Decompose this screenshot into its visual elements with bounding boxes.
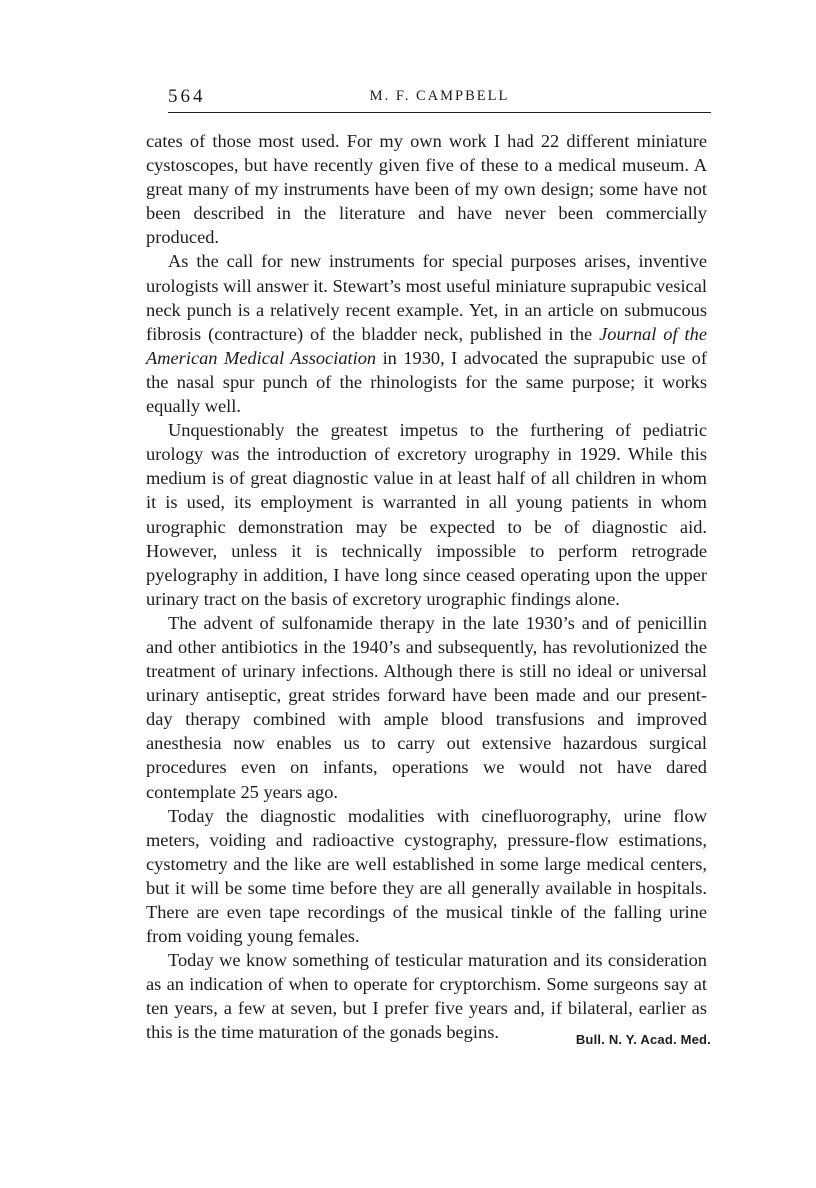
paragraph-text: Unquestionably the greatest impetus to the furthering of pediatric urology was the introduction of excretory urography in 1929. While this medium is of great diagnostic value in at least half of all children in whom it is used, its employment is warranted in all young patients in whom urographic demonstration may be expected to be of diagnostic aid. However, unless it is technically impossible to perform retrograde pyelography in addition, I have long since ceased operating upon the upper urinary tract on the basis of excretory urographic findings alone. <box>146 420 707 609</box>
paragraph-text: The advent of sulfonamide therapy in the late 1930’s and of penicillin and other antibiotics in the 1940’s and subsequently, has revolutionized the treatment of urinary infections. Although there is still no ideal or universal urinary antiseptic, great strides forward have been made and our present-day therapy combined with ample blood transfusions and improved anesthesia now enables us to carry out extensive hazardous surgical procedures even on infants, operations we would not have dared contemplate 25 years ago. <box>146 612 707 802</box>
paragraph <box>146 611 707 804</box>
paragraph-continued <box>146 129 707 249</box>
paragraph <box>146 804 707 949</box>
paragraph-text: Today the diagnostic modalities with cinefluorography, urine flow meters, voiding and radioactive cystography, pressure-flow estimations, cystometry and the like are well established in some large medical centers, but it will be some time before they are all generally available in hospitals. There are even tape recordings of the musical tinkle of the falling urine from voiding young females. <box>146 805 707 947</box>
paragraph <box>146 948 707 1044</box>
paragraph-text: As the call for new instruments for special purposes arises, inventive urologists will answer it. Stewart’s most useful miniature suprapubic vesical neck punch is a relatively recent example. Yet, in an article on submucous fibrosis (contracture) of the bladder neck, published in the <box>146 251 707 344</box>
paragraph-text: in 1930, I advocated the suprapubic use of the nasal spur punch of the rhinologists for the same purpose; it works equally well. <box>146 347 707 417</box>
paragraph-text: Today we know something of testicular maturation and its consideration as an indication of when to operate for cryptorchism. Some surgeons say at ten years, a few at seven, but I prefer five years and, if bilateral, earlier as this is the time maturation of the gonads begins. <box>146 950 707 1043</box>
running-title: M. F. CAMPBELL <box>369 88 510 104</box>
paragraph <box>146 418 707 611</box>
running-head <box>168 86 711 112</box>
article-body <box>146 129 707 1045</box>
journal-citation: Journal of the American Medical Association <box>146 323 707 368</box>
header-rule <box>168 112 711 113</box>
paragraph-text: cates of those most used. For my own work I had 22 different miniature cystoscopes, but have recently given five of these to a medical museum. A great many of my instruments have been of my own design; some have not been described in the literature and have never been commercially produced. <box>146 131 707 248</box>
journal-footer: Bull. N. Y. Acad. Med. <box>575 1032 711 1047</box>
page-number: 564 <box>168 86 206 107</box>
paragraph <box>146 249 707 418</box>
